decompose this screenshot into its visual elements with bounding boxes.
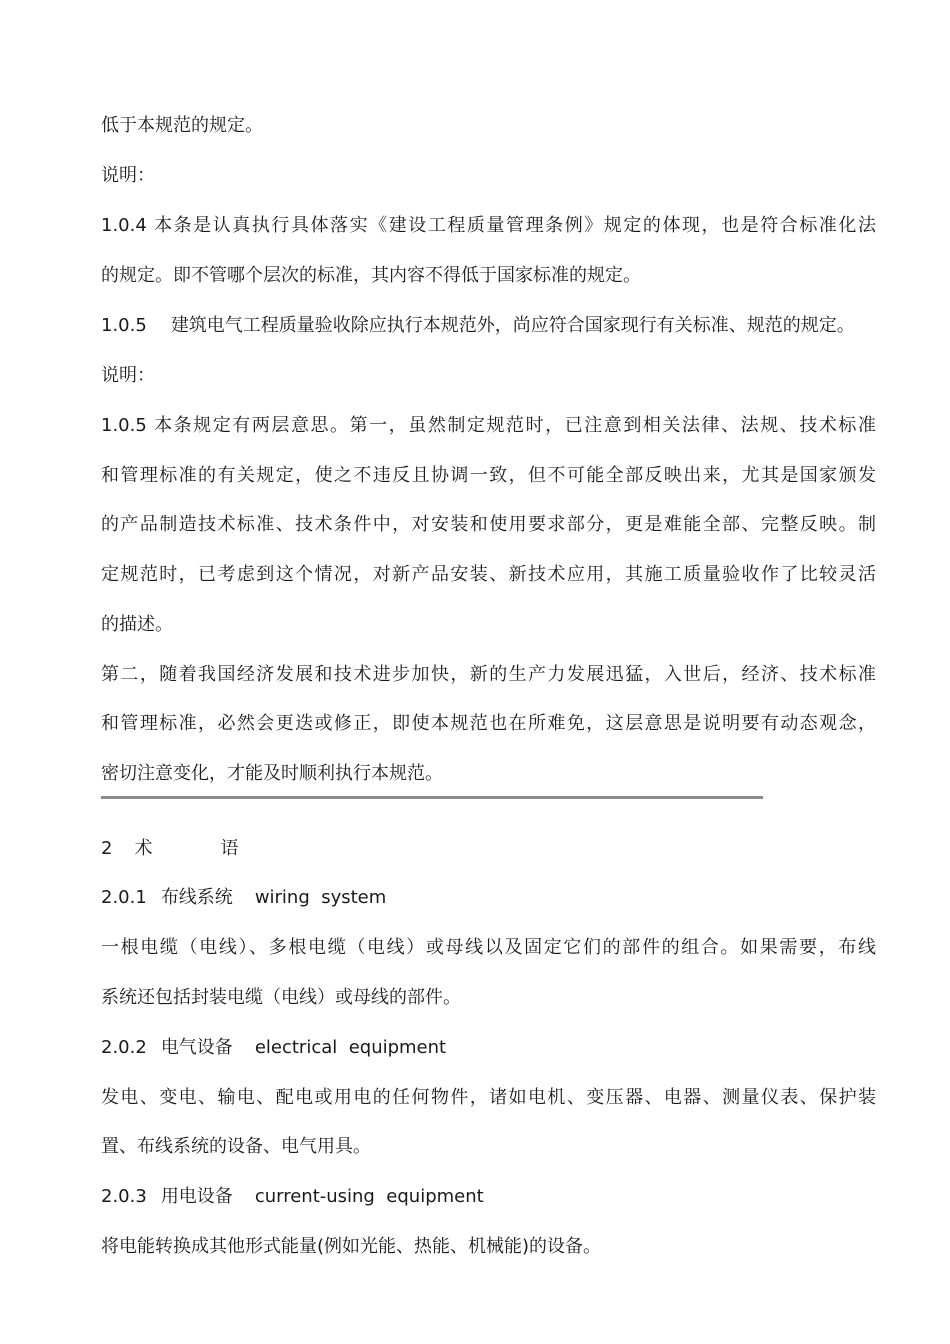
clause-1-0-5-explanation: 和管理标准的有关规定，使之不违反且协调一致，但不可能全部反映出来，尤其是国家颁发 <box>101 465 876 486</box>
term-heading <box>101 1035 446 1061</box>
term-number: 2.0.1 <box>101 887 147 908</box>
term-chinese: 用电设备 <box>160 1186 233 1207</box>
term-definition: 一根电缆（电线）、多根电缆（电线）或母线以及固定它们的部件的组合。如果需要，布线 <box>101 937 876 958</box>
term-english: wiring system <box>254 887 387 908</box>
clause-1-0-5 <box>101 313 855 339</box>
term-heading <box>101 1184 484 1210</box>
chapter-heading <box>101 836 238 862</box>
clause-1-0-5-explanation: 的产品制造技术标准、技术条件中，对安装和使用要求部分，更是难能全部、完整反映。制 <box>101 514 876 535</box>
chapter-number: 2 <box>101 838 113 859</box>
clause-1-0-4-explanation: 1.0.4 本条是认真执行具体落实《建设工程质量管理条例》规定的体现，也是符合标准化法 <box>101 215 876 236</box>
note-label: 说明： <box>101 365 155 386</box>
term-definition: 系统还包括封装电缆（电线）或母线的部件。 <box>101 987 461 1008</box>
clause-1-0-5-explanation: 的描述。 <box>101 614 173 635</box>
clause-1-0-5-explanation: 定规范时，已考虑到这个情况，对新产品安装、新技术应用，其施工质量验收作了比较灵活 <box>101 564 876 585</box>
second-meaning-paragraph: 密切注意变化，才能及时顺利执行本规范。 <box>101 763 443 784</box>
term-english: electrical equipment <box>254 1037 447 1058</box>
note-label: 说明： <box>101 165 155 186</box>
term-chinese: 电气设备 <box>160 1037 233 1058</box>
term-definition: 发电、变电、输电、配电或用电的任何物件，诸如电机、变压器、电器、测量仪表、保护装 <box>101 1087 876 1108</box>
term-number: 2.0.2 <box>101 1037 147 1058</box>
term-definition: 将电能转换成其他形式能量(例如光能、热能、机械能)的设备。 <box>101 1236 602 1257</box>
chapter-title-char: 术 <box>134 838 153 859</box>
term-english: current-using equipment <box>254 1186 484 1207</box>
clause-1-0-4-explanation-cont: 的规定。即不管哪个层次的标准，其内容不得低于国家标准的规定。 <box>101 265 641 286</box>
section-divider <box>101 796 763 799</box>
chapter-title-char: 语 <box>220 838 239 859</box>
term-heading <box>101 885 386 911</box>
clause-text: 建筑电气工程质量验收除应执行本规范外，尚应符合国家现行有关标准、规范的规定。 <box>170 315 855 336</box>
clause-1-0-5-explanation: 1.0.5 本条规定有两层意思。第一，虽然制定规范时，已注意到相关法律、法规、技术标准 <box>101 415 876 436</box>
term-number: 2.0.3 <box>101 1186 147 1207</box>
second-meaning-paragraph: 第二，随着我国经济发展和技术进步加快，新的生产力发展迅猛，入世后，经济、技术标准 <box>101 664 876 685</box>
term-definition: 置、布线系统的设备、电气用具。 <box>101 1136 371 1157</box>
paragraph-continuation: 低于本规范的规定。 <box>101 115 263 136</box>
second-meaning-paragraph: 和管理标准，必然会更迭或修正，即使本规范也在所难免，这层意思是说明要有动态观念， <box>101 713 876 734</box>
term-chinese: 布线系统 <box>160 887 233 908</box>
clause-number: 1.0.5 <box>101 315 147 336</box>
